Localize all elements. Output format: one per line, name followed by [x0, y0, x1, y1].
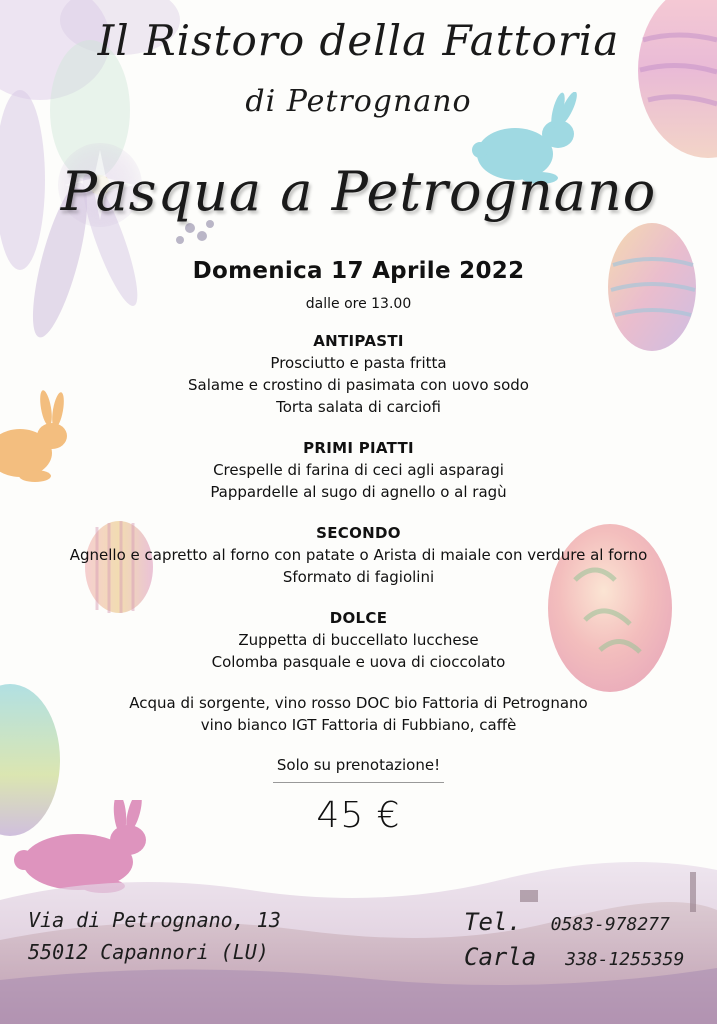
menu-item: Zuppetta di buccellato lucchese: [238, 631, 479, 649]
price: 45 €: [316, 795, 401, 836]
menu-item: Pappardelle al sugo di agnello o al ragù: [210, 483, 507, 501]
contacts: [464, 906, 684, 976]
menu-item: Agnello e capretto al forno con patate o Arista di maiale con verdure al forno: [69, 546, 648, 564]
venue-subtitle: di Petrognano: [245, 84, 472, 119]
menu-item: Torta salata di carciofi: [276, 398, 441, 416]
address-city: 55012 Capannori (LU): [28, 940, 269, 964]
menu-section-antipasti: [0, 330, 717, 418]
drinks-info: [0, 692, 717, 736]
phone-line: [464, 906, 684, 941]
section-title: ANTIPASTI: [313, 332, 404, 350]
menu-item: Colomba pasquale e uova di cioccolato: [211, 653, 506, 671]
drinks-line: Acqua di sorgente, vino rosso DOC bio Fattoria di Petrognano: [129, 694, 588, 712]
menu-section-primi: [0, 437, 717, 503]
menu-section-secondo: [0, 522, 717, 588]
menu-item: Prosciutto e pasta fritta: [270, 354, 447, 372]
section-title: DOLCE: [329, 609, 388, 627]
section-title: SECONDO: [316, 524, 401, 542]
section-title: PRIMI PIATTI: [303, 439, 414, 457]
event-title: Pasqua a Petrognano: [60, 160, 657, 223]
menu: [0, 330, 717, 836]
phone-label: Tel.: [464, 908, 522, 936]
mobile-label: Carla: [464, 943, 537, 971]
menu-item: Crespelle di farina di ceci agli asparagi: [213, 461, 504, 479]
menu-item: Salame e crostino di pasimata con uovo sodo: [188, 376, 529, 394]
venue-name: Il Ristoro della Fattoria: [97, 16, 620, 65]
mobile-number[interactable]: 338-1255359: [565, 949, 685, 970]
mobile-line: [464, 941, 684, 976]
menu-section-dolce: [0, 607, 717, 673]
menu-item: Sformato di fagiolini: [282, 568, 435, 586]
address-street: Via di Petrognano, 13: [28, 908, 281, 932]
booking-note: Solo su prenotazione!: [273, 754, 444, 783]
event-date: Domenica 17 Aprile 2022: [192, 258, 525, 284]
event-time: dalle ore 13.00: [305, 296, 412, 312]
phone-number[interactable]: 0583-978277: [550, 914, 670, 935]
drinks-line: vino bianco IGT Fattoria di Fubbiano, caffè: [200, 716, 517, 734]
address: [28, 904, 281, 968]
